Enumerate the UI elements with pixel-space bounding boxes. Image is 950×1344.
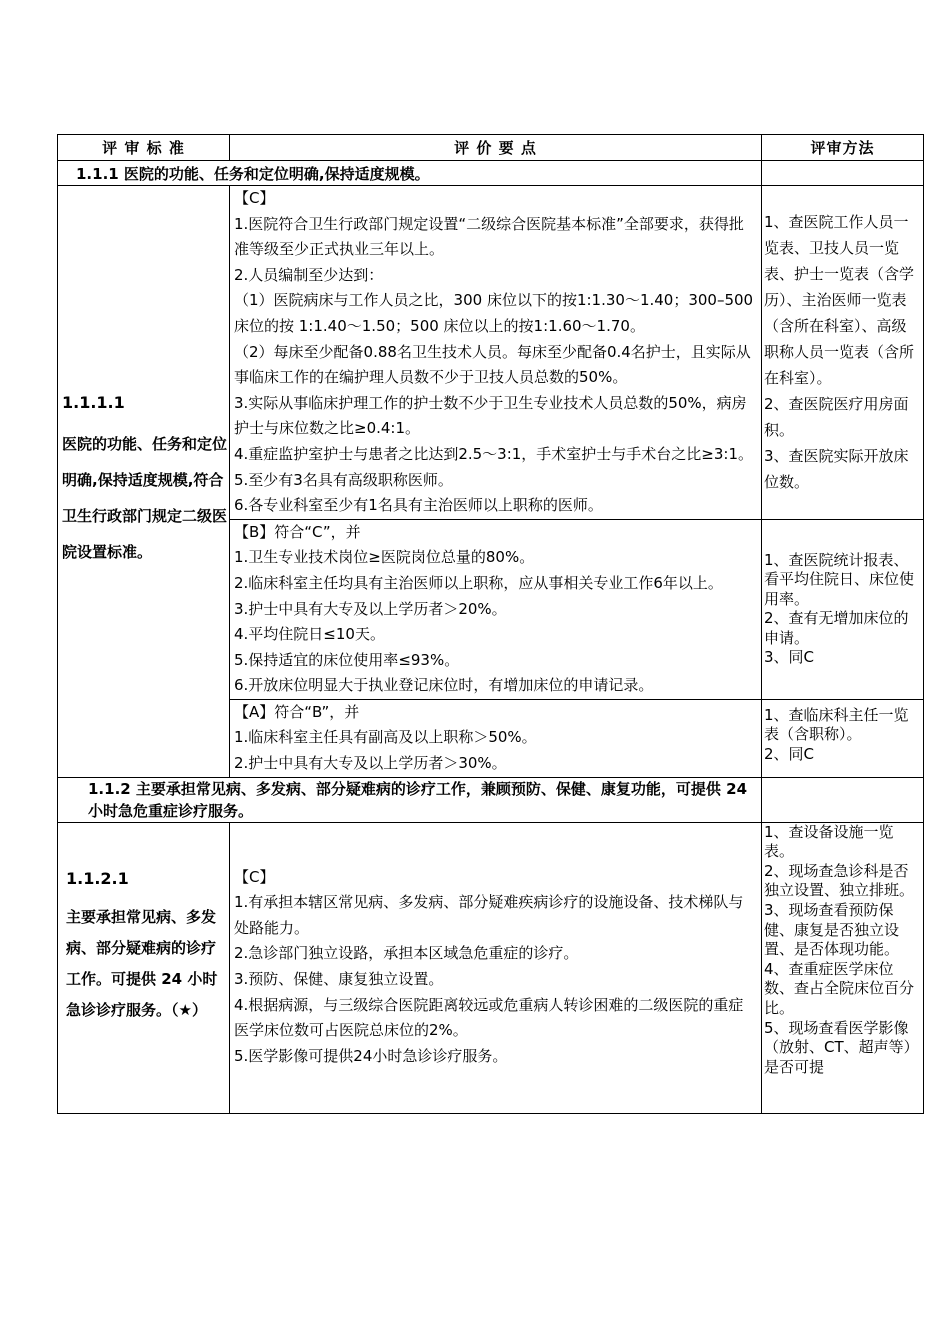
standard-cell [58,822,230,1113]
method-item: 1、查设备设施一览表。 [764,822,894,861]
header-standard: 评 审 标 准 [58,135,230,161]
list-item: 2.护士中具有大专及以上学历者＞30%。 [234,754,507,773]
method-item: 2、现场查急诊科是否独立设置、独立排班。 [764,861,915,900]
grade-b-points [230,519,762,699]
list-item: 2.人员编制至少达到： [234,265,384,284]
method-item: 3、同C [764,648,815,667]
list-item: （2）每床至少配备0.88名卫生技术人员。每床至少配备0.4名护士，且实际从事临床工作的在编护理人员数不少于卫技人员总数的50%。 [234,342,751,387]
list-item: 3.预防、保健、康复独立设置。 [234,970,444,989]
list-item: 3.护士中具有大专及以上学历者＞20%。 [234,599,507,618]
section-title-method-empty [762,777,924,822]
header-key-points: 评 价 要 点 [230,135,762,161]
table-row [58,186,924,520]
list-item: 5.医学影像可提供24小时急诊诊疗服务。 [234,1046,508,1065]
list-item: 3.实际从事临床护理工作的护士数不少于卫生专业技术人员总数的50%，病房护士与床位数之比≥0.4:1。 [234,393,747,438]
method-item: 2、同C [764,745,815,764]
standard-description: 主要承担常见病、多发病、部分疑难病的诊疗工作。可提供 24 小时急诊诊疗服务。（★） [66,907,218,1019]
list-item: 5.保持适宜的床位使用率≤93%。 [234,650,460,669]
header-method: 评审方法 [762,135,924,161]
method-item: 3、现场查看预防保健、康复是否独立设置、是否体现功能。 [764,901,900,959]
list-item: 1.卫生专业技术岗位≥医院岗位总量的80%。 [234,548,535,567]
grade-label: 【C】 [234,867,275,886]
section-title-method-empty [762,161,924,186]
grade-c-method [762,822,924,1113]
section-row-1-1-1 [58,161,924,186]
grade-c-points [230,822,762,1113]
section-title: 1.1.1 医院的功能、任务和定位明确,保持适度规模。 [58,161,762,186]
assessment-table-sheet [57,134,923,1114]
grade-b-method [762,519,924,699]
list-item: 1.临床科室主任具有副高及以上职称＞50%。 [234,728,537,747]
method-item: 1、查医院工作人员一览表、卫技人员一览表、护士一览表（含学历）、主治医师一览表（含所在科室）、高级职称人员一览表（含所在科室）。 [764,213,915,388]
standard-description: 医院的功能、任务和定位明确,保持适度规模,符合卫生行政部门规定二级医院设置标准。 [62,434,228,561]
grade-label: 【C】 [234,189,275,207]
grade-c-method [762,186,924,520]
grade-c-points [230,186,762,520]
table-row [58,822,924,1113]
list-item: （1）医院病床与工作人员之比，300 床位以下的按1:1.30～1.40；300–500床位的按 1:1.40～1.50；500 床位以上的按1:1.60～1.70。 [234,291,754,335]
list-item: 6.各专业科室至少有1名具有主治医师以上职称的医师。 [234,496,603,515]
method-item: 2、查有无增加床位的申请。 [764,609,909,647]
method-item: 1、查医院统计报表、看平均住院日、床位使用率。 [764,550,915,608]
method-item: 5、现场查看医学影像（放射、CT、超声等）是否可提 [764,1018,919,1076]
list-item: 2.急诊部门独立设路，承担本区域急危重症的诊疗。 [234,944,579,963]
standard-code: 1.1.1.1 [62,392,125,412]
grade-label: 【B】符合“C”，并 [234,522,361,541]
standard-code: 1.1.2.1 [66,868,129,888]
method-item: 4、查重症医学床位数、查占全院床位百分比。 [764,959,915,1017]
grade-label: 【A】符合“B”，并 [234,702,360,721]
table-header-row [58,135,924,161]
list-item: 1.医院符合卫生行政部门规定设置“二级综合医院基本标准”全部要求，获得批准等级至少正式执业三年以上。 [234,214,744,259]
method-item: 2、查医院医疗用房面积。 [764,395,909,440]
grade-a-method [762,699,924,777]
assessment-table [57,134,924,1114]
section-row-1-1-2 [58,777,924,822]
grade-a-points [230,699,762,777]
list-item: 4.重症监护室护士与患者之比达到2.5～3:1，手术室护士与手术台之比≥3:1。 [234,444,754,463]
list-item: 4.平均住院日≤10天。 [234,625,385,644]
list-item: 1.有承担本辖区常见病、多发病、部分疑难疾病诊疗的设施设备、技术梯队与处路能力。 [234,893,744,937]
method-item: 3、查医院实际开放床位数。 [764,447,909,492]
list-item: 6.开放床位明显大于执业登记床位时，有增加床位的申请记录。 [234,676,654,695]
section-title: 1.1.2 主要承担常见病、多发病、部分疑难病的诊疗工作，兼顾预防、保健、康复功能，可提供 24 小时急危重症诊疗服务。 [58,777,762,822]
list-item: 5.至少有3名具有高级职称医师。 [234,470,453,489]
method-item: 1、查临床科主任一览表（含职称）。 [764,705,909,744]
list-item: 2.临床科室主任均具有主治医师以上职称，应从事相关专业工作6年以上。 [234,573,723,592]
standard-cell [58,186,230,778]
list-item: 4.根据病源，与三级综合医院距离较远或危重病人转诊困难的二级医院的重症医学床位数可占医院总床位的2%。 [234,995,744,1040]
